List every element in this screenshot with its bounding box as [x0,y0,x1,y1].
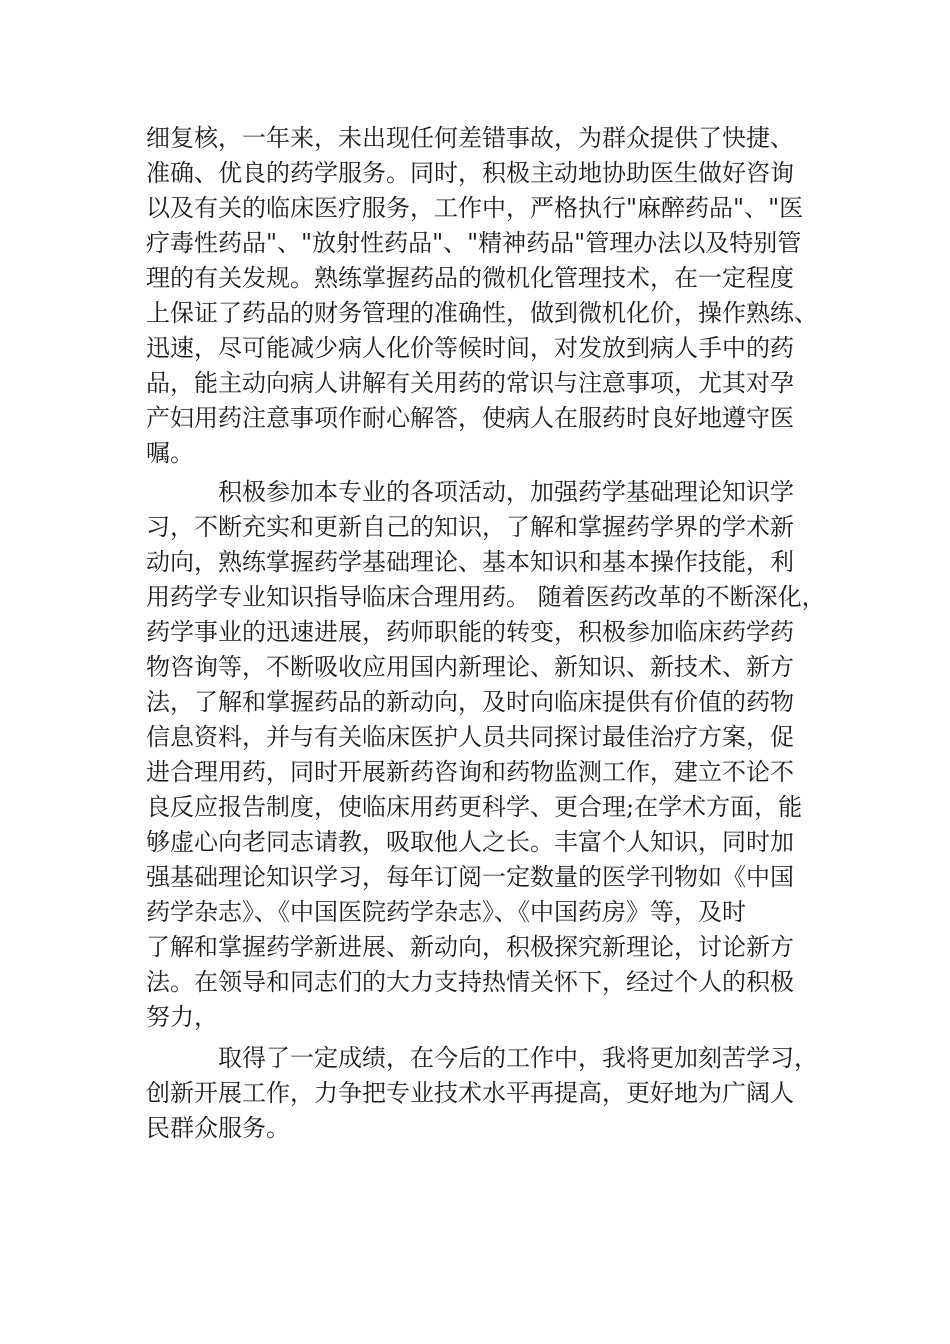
text-line: 准确、优良的药学服务。同时，积极主动地协助医生做好咨询 [146,159,794,187]
text-line: 产妇用药注意事项作耐心解答，使病人在服药时良好地遵守医 [146,404,794,432]
text-line: 理的有关发规。熟练掌握药品的微机化管理技术，在一定程度 [146,264,794,292]
text-line: 法。在领导和同志们的大力支持热情关怀下，经过个人的积极 [146,968,794,996]
text-line: 创新开展工作，力争把专业技术水平再提高，更好地为广阔人 [146,1079,794,1107]
text-line: 良反应报告制度，使临床用药更科学、更合理;在学术方面，能 [146,793,803,821]
paragraph-3 [146,1041,826,1146]
text-line: 强基础理论知识学习，每年订阅一定数量的医学刊物如《中国 [146,863,794,891]
text-line: 进合理用药，同时开展新药咨询和药物监测工作，建立不论不 [146,758,794,786]
text-line: 以及有关的临床医疗服务，工作中，严格执行"麻醉药品"、"医 [146,194,804,222]
text-line: 药学事业的迅速进展，药师职能的转变，积极参加临床药学药 [146,618,794,646]
text-line: 习，不断充实和更新自己的知识，了解和掌握药学界的学术新 [146,513,794,541]
text-line: 迅速，尽可能减少病人化价等候时间，对发放到病人手中的药 [146,334,794,362]
body-text [146,121,826,1146]
text-line: 嘱。 [146,439,194,467]
text-line: 细复核，一年来，未出现任何差错事故，为群众提供了快捷、 [146,124,794,152]
text-line: 了解和掌握药学新进展、新动向，积极探究新理论，讨论新方 [146,933,794,961]
paragraph-1 [146,121,826,471]
text-line: 民群众服务。 [146,1114,290,1142]
text-line: 动向，熟练掌握药学基础理论、基本知识和基本操作技能，利 [146,548,794,576]
text-line: 取得了一定成绩，在今后的工作中，我将更加刻苦学习， [218,1044,818,1072]
text-line: 法，了解和掌握药品的新动向，及时向临床提供有价值的药物 [146,688,794,716]
text-line: 够虚心向老同志请教，吸取他人之长。丰富个人知识，同时加 [146,828,794,856]
paragraph-2 [146,475,826,1035]
text-line: 物咨询等，不断吸收应用国内新理论、新知识、新技术、新方 [146,653,794,681]
text-line: 用药学专业知识指导临床合理用药。 随着医药改革的不断深化， [146,583,826,611]
text-line: 药学杂志》、《中国医院药学杂志》、《中国药房》等，及时 [146,898,746,926]
text-line: 积极参加本专业的各项活动，加强药学基础理论知识学 [218,478,794,506]
text-line: 品，能主动向病人讲解有关用药的常识与注意事项，尤其对孕 [146,369,794,397]
text-line: 疗毒性药品"、"放射性药品"、"精神药品"管理办法以及特别管 [146,229,802,257]
text-line: 努力， [146,1003,218,1031]
text-line: 上保证了药品的财务管理的准确性，做到微机化价，操作熟练、 [146,299,818,327]
text-line: 信息资料，并与有关临床医护人员共同探讨最佳治疗方案，促 [146,723,794,751]
